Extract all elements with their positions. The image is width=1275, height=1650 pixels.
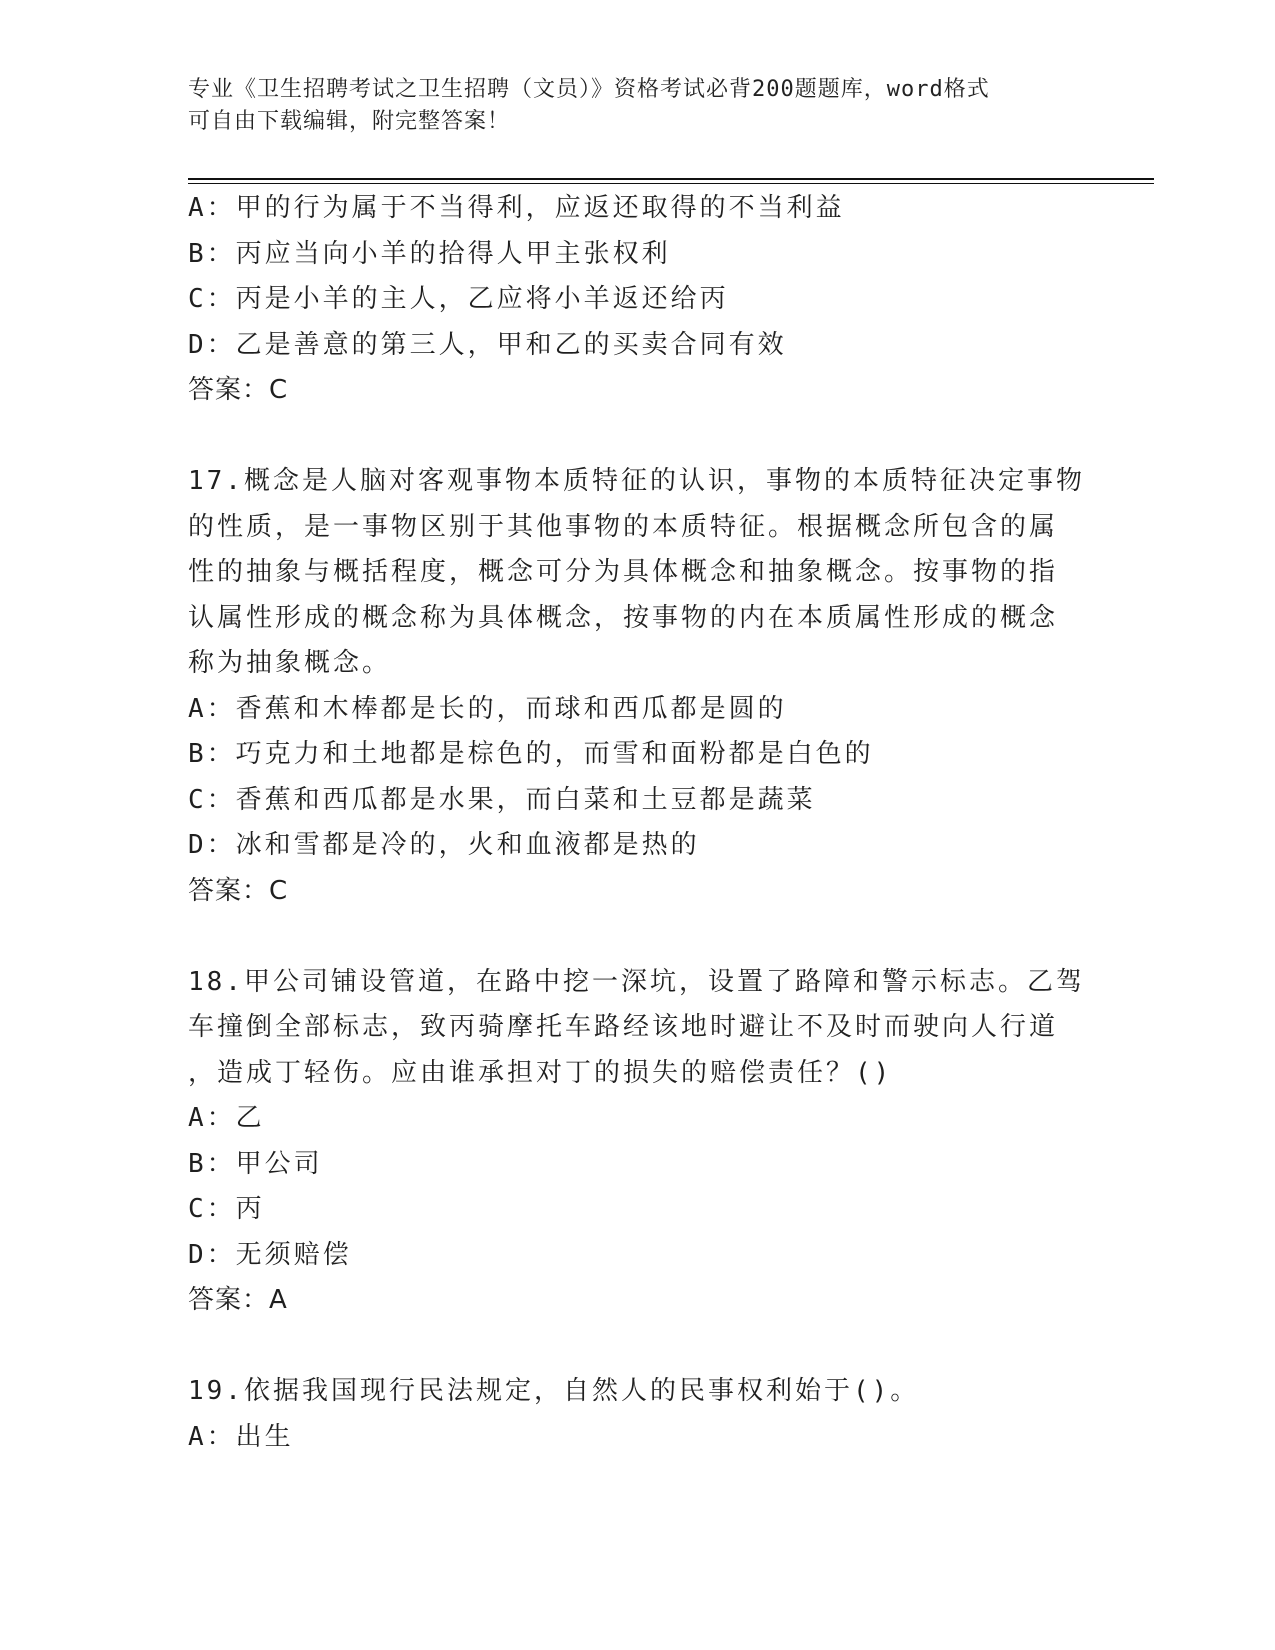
question-17 <box>188 459 1088 914</box>
question-stem-line: 18.甲公司铺设管道，在路中挖一深坑，设置了路障和警示标志。乙驾 <box>188 966 1085 997</box>
option-c: C：丙 <box>188 1194 265 1224</box>
question-stem-line: 称为抽象概念。 <box>188 648 392 678</box>
option-a: A：甲的行为属于不当得利，应返还取得的不当利益 <box>188 193 845 223</box>
question-19 <box>188 1369 1088 1460</box>
answer-line: 答案：A <box>188 1285 288 1315</box>
option-d: D：冰和雪都是冷的，火和血液都是热的 <box>188 830 700 860</box>
header-divider-thick <box>188 178 1154 180</box>
option-d: D：乙是善意的第三人，甲和乙的买卖合同有效 <box>188 329 787 360</box>
question-stem-line: 性的抽象与概括程度，概念可分为具体概念和抽象概念。按事物的指 <box>188 557 1059 587</box>
header-divider-thin <box>188 183 1154 184</box>
question-stem-line: 的性质，是一事物区别于其他事物的本质特征。根据概念所包含的属 <box>188 511 1059 542</box>
spacer <box>188 1324 1088 1370</box>
question-stem-line: 19.依据我国现行民法规定，自然人的民事权利始于()。 <box>188 1376 920 1406</box>
option-a: A：出生 <box>188 1421 294 1452</box>
option-c: C：丙是小羊的主人，乙应将小羊返还给丙 <box>188 284 729 314</box>
option-d: D：无须赔偿 <box>188 1239 352 1270</box>
option-c: C：香蕉和西瓜都是水果，而白菜和土豆都是蔬菜 <box>188 784 816 815</box>
question-stem-line: 17.概念是人脑对客观事物本质特征的认识，事物的本质特征决定事物 <box>188 466 1085 496</box>
option-b: B：丙应当向小羊的拾得人甲主张权利 <box>188 238 671 269</box>
option-a: A：乙 <box>188 1103 265 1133</box>
option-a: A：香蕉和木棒都是长的，而球和西瓜都是圆的 <box>188 693 787 724</box>
question-16 <box>188 186 1088 414</box>
question-list <box>188 186 1088 1460</box>
question-18 <box>188 960 1088 1324</box>
question-stem-line: ，造成丁轻伤。应由谁承担对丁的损失的赔偿责任？() <box>188 1057 893 1088</box>
question-stem-line: 认属性形成的概念称为具体概念，按事物的内在本质属性形成的概念 <box>188 602 1059 633</box>
option-b: B：巧克力和土地都是棕色的，而雪和面粉都是白色的 <box>188 739 874 769</box>
spacer <box>188 914 1088 960</box>
header-title-line-2: 可自由下载编辑，附完整答案！ <box>188 109 511 134</box>
question-stem-line: 车撞倒全部标志，致丙骑摩托车路经该地时避让不及时而驶向人行道 <box>188 1012 1059 1042</box>
option-b: B：甲公司 <box>188 1148 323 1179</box>
document-header <box>188 74 1068 138</box>
answer-line: 答案：C <box>188 875 289 906</box>
header-title-line-1: 专业《卫生招聘考试之卫生招聘（文员）》资格考试必背200题题库，word格式 <box>188 77 990 102</box>
spacer <box>188 414 1088 460</box>
answer-line: 答案：C <box>188 375 289 405</box>
